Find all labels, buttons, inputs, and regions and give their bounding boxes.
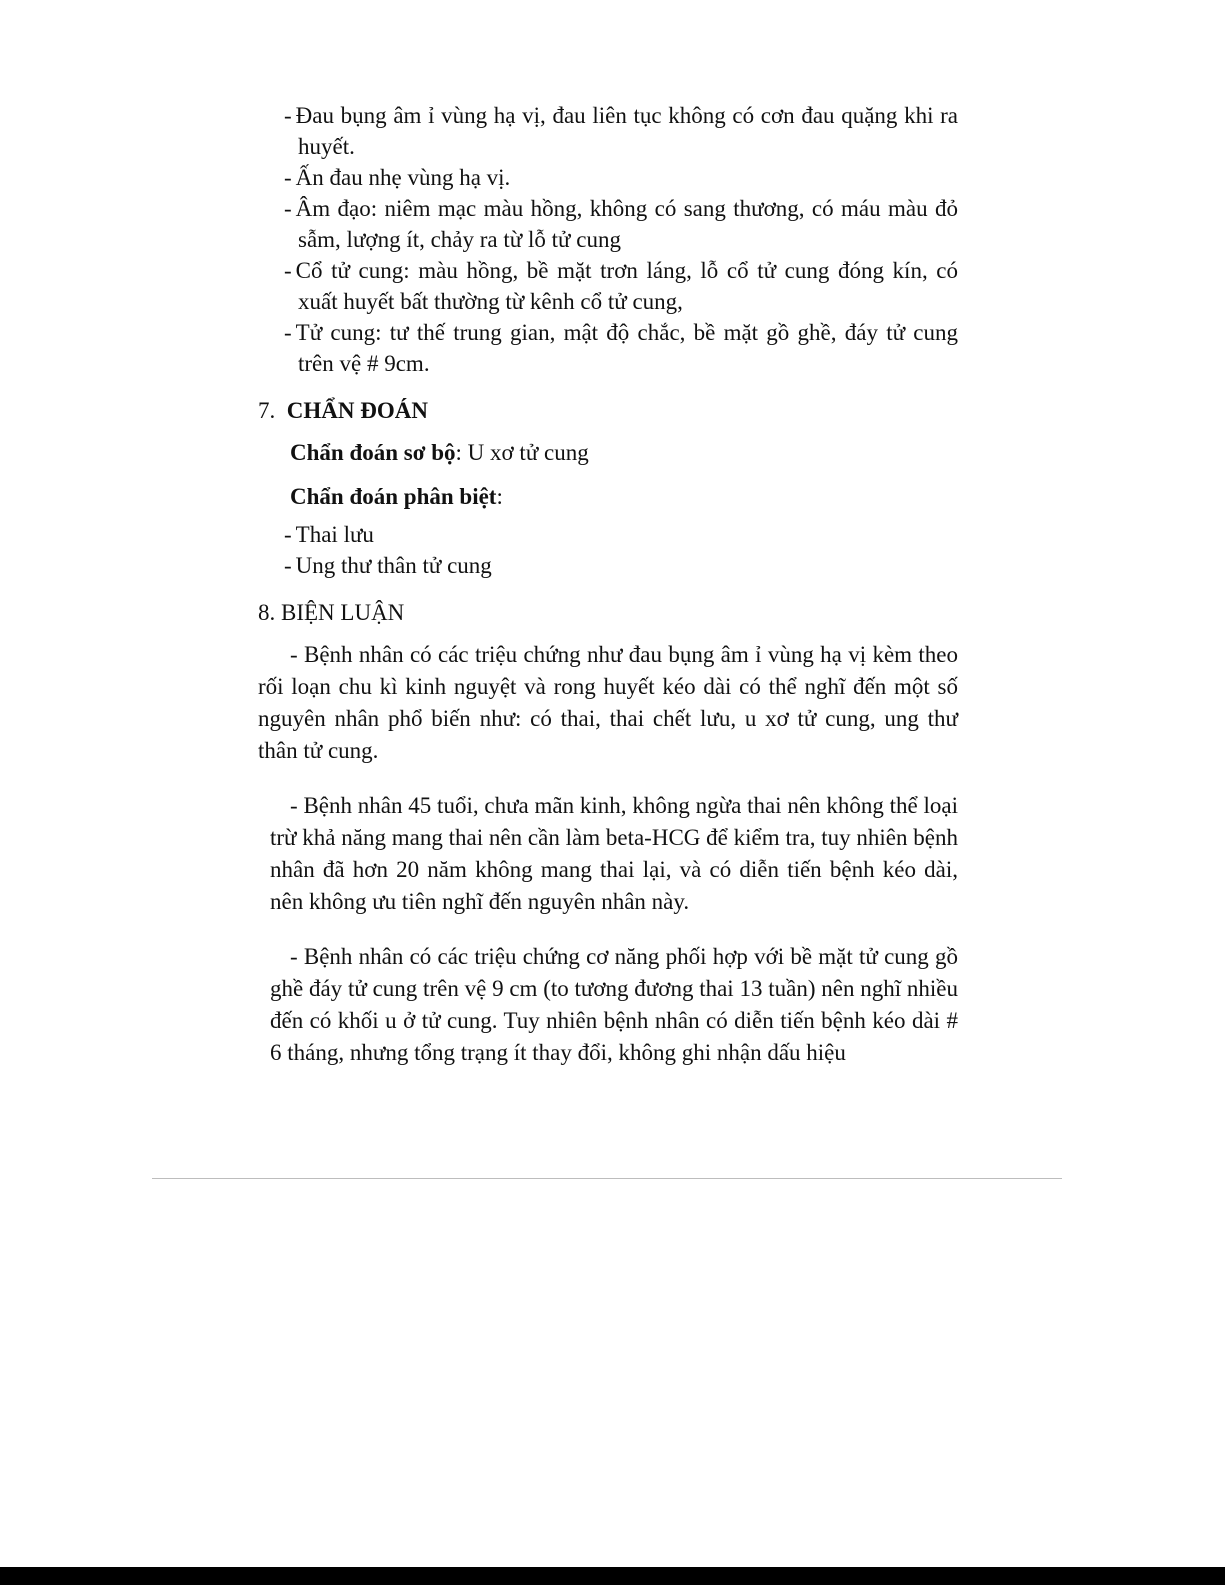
section-7-title: CHẨN ĐOÁN	[286, 398, 428, 423]
list-item: - Tử cung: tư thế trung gian, mật độ chắc, bề mặt gồ ghề, đáy tử cung trên vệ # 9cm.	[284, 320, 958, 376]
document-content	[258, 100, 958, 1092]
exam-findings-list	[258, 100, 958, 379]
list-item: - Âm đạo: niêm mạc màu hồng, không có sang thương, có máu màu đỏ sẫm, lượng ít, chảy ra từ lỗ tử cung	[284, 196, 958, 252]
differential-diagnosis: Chẩn đoán phân biệt:	[290, 484, 503, 509]
discussion-paragraph: - Bệnh nhân có các triệu chứng cơ năng phối hợp với bề mặt tử cung gồ ghề đáy tử cung trên vệ 9 cm (to tương đương thai 13 tuần) nên nghĩ nhiều đến có khối u ở tử cung. Tuy nhiên bệnh nhân có diễn tiến bệnh kéo dài # 6 tháng, nhưng tổng trạng ít thay đổi, không ghi nhận dấu hiệu	[270, 944, 958, 1065]
differential-list	[258, 519, 958, 581]
section-8-heading: 8. BIỆN LUẬN	[258, 600, 405, 625]
discussion-paragraph: - Bệnh nhân có các triệu chứng như đau bụng âm ỉ vùng hạ vị kèm theo rối loạn chu kì kinh nguyệt và rong huyết kéo dài có thể nghĩ đến một số nguyên nhân phổ biến như: có thai, thai chết lưu, u xơ tử cung, ung thư thân tử cung.	[258, 642, 958, 763]
page-divider	[152, 1178, 1062, 1179]
list-item: - Cổ tử cung: màu hồng, bề mặt trơn láng, lỗ cổ tử cung đóng kín, có xuất huyết bất thường từ kênh cổ tử cung,	[284, 258, 958, 314]
bottom-edge-bar	[0, 1567, 1225, 1585]
list-item: - Ung thư thân tử cung	[284, 553, 492, 578]
list-item: - Đau bụng âm ỉ vùng hạ vị, đau liên tục không có cơn đau quặng khi ra huyết.	[284, 103, 958, 159]
differential-diagnosis-label: Chẩn đoán phân biệt	[290, 484, 497, 509]
list-item: - Ấn đau nhẹ vùng hạ vị.	[284, 165, 511, 190]
preliminary-diagnosis	[290, 437, 958, 469]
preliminary-diagnosis-label: Chẩn đoán sơ bộ	[290, 440, 456, 465]
preliminary-diagnosis-value: : U xơ tử cung	[455, 440, 589, 465]
section-7-number: 7.	[258, 398, 276, 423]
list-item: - Thai lưu	[284, 522, 374, 547]
section-7-heading	[258, 395, 958, 427]
discussion-paragraph: - Bệnh nhân 45 tuổi, chưa mãn kinh, không ngừa thai nên không thể loại trừ khả năng mang thai nên cần làm beta-HCG để kiểm tra, tuy nhiên bệnh nhân đã hơn 20 năm không mang thai lại, và có diễn tiến bệnh kéo dài, nên không ưu tiên nghĩ đến nguyên nhân này.	[270, 793, 958, 914]
